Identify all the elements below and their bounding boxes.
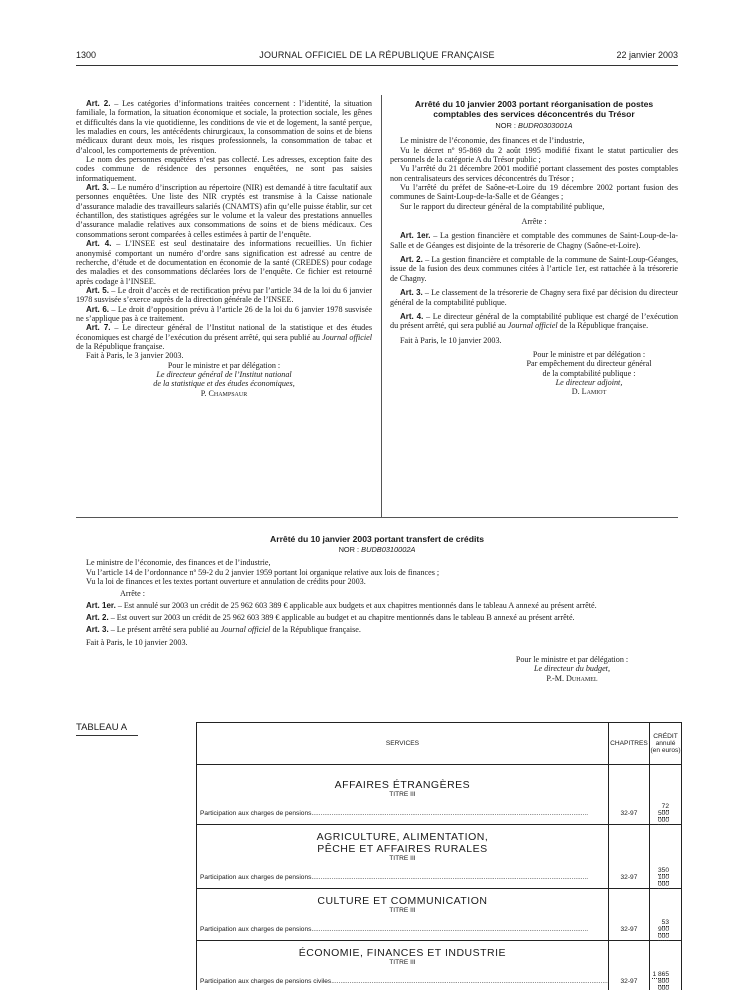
- table-row: Participation aux charges de pensions....................................................................................................................................................... 32-97 72 500 000: [197, 803, 682, 825]
- preamble-rapport: Sur le rapport du directeur général de la comptabilité publique,: [400, 201, 605, 211]
- row-amount: 53 900 000: [657, 919, 669, 940]
- section-heading-row: [197, 825, 682, 868]
- signature-line-2: Par empêchement du directeur général: [526, 359, 652, 369]
- row-chapter: 32-97: [608, 971, 649, 990]
- section-title: AFFAIRES ÉTRANGÈRES: [334, 779, 471, 791]
- section-title: AGRICULTURE, ALIMENTATION,: [316, 831, 489, 843]
- credits-table: [196, 722, 682, 990]
- section-heading-row: [197, 941, 682, 972]
- row-chapter: 32-97: [608, 919, 649, 941]
- section-subtitle: TITRE III: [389, 855, 416, 862]
- signature-line-1: Pour le ministre et par délégation :: [532, 349, 646, 359]
- arrete-heading: Arrête :: [521, 217, 547, 227]
- preamble-vu-1: Vu l’article 14 de l’ordonnance nº 59-2 du 2 janvier 1959 portant loi organique relative aux lois de finances ;: [86, 567, 440, 577]
- journal-title: JOURNAL OFFICIEL DE LA RÉPUBLIQUE FRANÇAISE: [259, 50, 495, 60]
- section-heading-row: [197, 889, 682, 920]
- arrete-heading: Arrête :: [120, 589, 146, 599]
- nor-reference: NOR : BUDB0310002A: [338, 545, 416, 554]
- table-header-row: [197, 723, 682, 765]
- signature-line-3: de la comptabilité publique :: [542, 368, 636, 378]
- signature-line-3: de la statistique et des études économiques,: [153, 379, 295, 389]
- page-header: [76, 50, 678, 64]
- row-label: Participation aux charges de pensions: [200, 810, 312, 817]
- signature-line-2: Le directeur général de l’Institut national: [156, 369, 292, 379]
- preamble-minister: Le ministre de l’économie, des finances et de l’industrie,: [86, 558, 271, 568]
- signature-name: P.-M. Duhamel: [546, 673, 598, 683]
- article-2: Art. 2. – Les catégories d’informations traitées concernent : l’identité, la situation familiale, la formation, la situation économique et sociale, la protection sociale, les gênes et difficultés dans la vie quotidienne, les conditions de vie et de logement, la santé perçue, les maladies en cours, les antécédents chirurgicaux, la consommation de soins et de biens médicaux durant deux mois, les risques professionnels, la consommation de tabac et d’alcool, les comportements de prévention.: [76, 99, 372, 155]
- decree-title: Arrêté du 10 janvier 2003 portant réorganisation de postes comptables des services déconcentrés du Trésor: [414, 99, 654, 119]
- row-chapter: 32-97: [608, 803, 649, 825]
- article-6: Art. 6. – Le droit d’opposition prévu à l’article 26 de la loi du 6 janvier 1978 susvisée ne s’applique pas à ce traitement.: [76, 304, 372, 323]
- signature-line-1: Pour le ministre et par délégation :: [515, 655, 629, 665]
- table-label-rule: [76, 735, 138, 736]
- issue-date: 22 janvier 2003: [616, 50, 678, 60]
- article-7: Art. 7. – Le directeur général de l’Institut national de la statistique et des études économiques est chargé de l’exécution du présent arrêté, qui sera publié au Journal officiel de la République française.: [76, 323, 372, 351]
- signature-name: P. Champsaur: [200, 388, 248, 398]
- table-row: Participation aux charges de pensions....................................................................................................................................................... 32-97 350 100 000: [197, 867, 682, 889]
- section-subtitle: TITRE III: [389, 959, 416, 966]
- section-divider: [76, 517, 678, 518]
- row-label: Participation aux charges de pensions: [200, 926, 312, 933]
- signature-name: D. Lamiot: [571, 387, 607, 397]
- article-3: Art. 3. – Le classement de la trésorerie de Chagny sera fixé par décision du directeur général de la comptabilité publique.: [390, 288, 679, 307]
- paragraph-anonymity: Le nom des personnes enquêtées n’est pas collecté. Les adresses, exception faite des codes commune de résidence des personnes enquêtées, ne sont pas saisies informatiquement.: [76, 155, 372, 183]
- preamble-vu-2: Vu l’arrêté du 21 décembre 2001 modifié portant classement des postes comptables non centralisateurs des services déconcentrés du Trésor ;: [390, 164, 678, 183]
- article-1: Art. 1er. – Est annulé sur 2003 un crédit de 25 962 603 389 € applicable aux budgets et aux chapitres mentionnés dans le tableau A annexé au présent arrêté.: [86, 600, 597, 610]
- article-3: Art. 3. – Le numéro d’inscription au répertoire (NIR) est demandé à titre facultatif aux personnes enquêtées. Une liste des NIR cryptés est transmise à la Caisse nationale d’assurance maladie des travailleurs salariés (CNAMTS) afin qu’elle puisse établir, sur cet échantillon, des statistiques agrégées sur le volume et la valeur des prestations annuelles d’assurance maladie relatives aux consommations de soins et de biens médicaux. Ces consommations seront comparées à celles estimées à partir de l’enquête.: [76, 183, 373, 239]
- article-4: Art. 4. – Le directeur général de la comptabilité publique est chargé de l’exécution du présent arrêté, qui sera publié au Journal officiel de la République française.: [390, 311, 679, 331]
- column-divider: [381, 95, 382, 517]
- signature-line-2: Le directeur du budget,: [534, 664, 610, 674]
- row-chapter: 32-97: [608, 867, 649, 889]
- preamble-vu-3: Vu l’arrêté du préfet de Saône-et-Loire du 19 décembre 2002 portant fusion des communes de Saint-Loup-de-la-Salle et de Géanges ;: [390, 183, 678, 202]
- full-width-decree: [76, 534, 678, 683]
- done-at: Fait à Paris, le 3 janvier 2003.: [86, 351, 184, 361]
- article-2: Art. 2. – Est ouvert sur 2003 un crédit de 25 962 603 389 € applicable au budget et au chapitre mentionnés dans le tableau B annexé au présent arrêté.: [86, 613, 575, 623]
- header-rule: [76, 65, 678, 66]
- nor-reference: NOR : BUDR0303001A: [495, 121, 573, 130]
- right-column: [390, 99, 678, 397]
- article-5: Art. 5. – Le droit d’accès et de rectification prévu par l’article 34 de la loi du 6 janvier 1978 susvisée s’exerce auprès de la direction générale de l’INSEE.: [76, 285, 373, 305]
- col-header-credit: CRÉDIT annulé (en euros): [650, 723, 682, 765]
- section-title: ÉCONOMIE, FINANCES ET INDUSTRIE: [298, 947, 507, 959]
- table-label: TABLEAU A: [76, 722, 128, 733]
- done-at: Fait à Paris, le 10 janvier 2003.: [86, 637, 188, 647]
- decree-title: Arrêté du 10 janvier 2003 portant transfert de crédits: [270, 534, 484, 544]
- signature-line-4: Le directeur adjoint,: [555, 377, 623, 387]
- article-4: Art. 4. – L’INSEE est seul destinataire des informations recueillies. Un fichier anonymisé comportant un numéro d’ordre sans signification est adressé au centre de recherche, d’étude et de documentation en économie de la santé (CREDES) pour codage des maladies et des consommations déclarées lors de l’enquête. Ce fichier est retourné après codage à l’INSEE.: [76, 239, 372, 286]
- signature-line-1: Pour le ministre et par délégation :: [167, 360, 281, 370]
- row-amount: 1 865 800 000: [652, 971, 669, 990]
- done-at: Fait à Paris, le 10 janvier 2003.: [400, 335, 502, 345]
- page-number: 1300: [76, 50, 97, 60]
- section-subtitle: TITRE III: [389, 791, 416, 798]
- article-2: Art. 2. – La gestion financière et comptable de la commune de Saint-Loup-Géanges, issue de la fusion des deux communes citées à l’article 1er, est rattachée à la trésorerie de Chagny.: [390, 255, 679, 283]
- section-title: CULTURE ET COMMUNICATION: [317, 895, 488, 907]
- preamble-vu-2: Vu la loi de finances et les textes portant ouverture et annulation de crédits pour 2003.: [86, 577, 366, 587]
- article-3: Art. 3. – Le présent arrêté sera publié au Journal officiel de la République française.: [86, 625, 361, 635]
- section-subtitle: TITRE III: [389, 907, 416, 914]
- row-amount: 350 100 000: [657, 867, 669, 888]
- row-label: Participation aux charges de pensions civiles: [200, 978, 332, 985]
- col-header-services: SERVICES: [197, 723, 609, 765]
- row-amount: 72 500 000: [657, 803, 669, 824]
- preamble-minister: Le ministre de l’économie, des finances et de l’industrie,: [400, 136, 585, 146]
- col-header-chapitres: CHAPITRES: [608, 723, 649, 765]
- preamble-vu-1: Vu le décret nº 95-869 du 2 août 1995 modifié fixant le statut particulier des personnels de la catégorie A du Trésor public ;: [390, 145, 678, 165]
- article-1: Art. 1er. – La gestion financière et comptable des communes de Saint-Loup-de-la-Salle et de Géanges est disjointe de la trésorerie de Chagny (Saône-et-Loire).: [390, 231, 678, 250]
- left-column: [76, 99, 372, 398]
- table-row: Participation aux charges de pensions....................................................................................................................................................... 32-97 53 900 000: [197, 919, 682, 941]
- table-row: Participation aux charges de pensions civiles....................................................................................................................................................... 32-97 1 865 800 000: [197, 971, 682, 990]
- section-title-2: PÊCHE ET AFFAIRES RURALES: [317, 843, 488, 855]
- section-heading-row: [197, 765, 682, 804]
- row-label: Participation aux charges de pensions: [200, 874, 312, 881]
